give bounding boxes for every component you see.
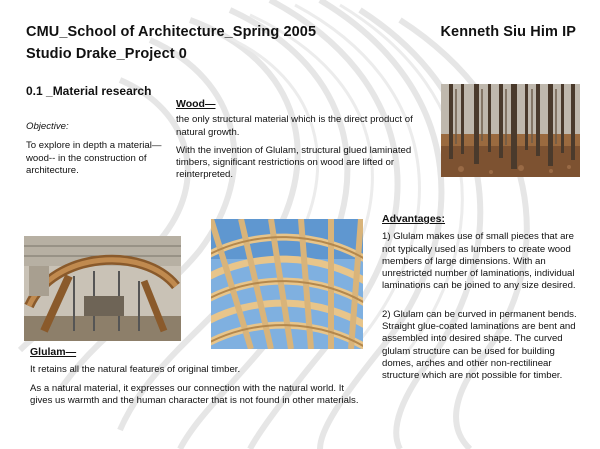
objective-block (26, 121, 172, 177)
glulam-block (30, 346, 360, 407)
glulam-heading: Glulam— (30, 346, 77, 358)
glulam-paragraph-1: It retains all the natural features of original timber. (30, 364, 241, 376)
header-title-left: CMU_School of Architecture_Spring 2005 (26, 24, 317, 40)
objective-label: Objective: (26, 121, 69, 132)
wood-heading: Wood— (176, 98, 216, 110)
wood-paragraph-2: With the invention of Glulam, structural glued laminated timbers, significant restrictions on wood are lifted or reinterpreted. (176, 144, 412, 181)
advantages-heading: Advantages: (382, 213, 446, 225)
wood-paragraph-1: the only structural material which is the direct product of natural growth. (176, 114, 413, 138)
advantages-paragraph-2: 2) Glulam can be curved in permanent bends. Straight glue-coated laminations are bent and assembled into desired shape. The curved glulam structure can be used for building domes, arches and other non-rectilinear structure which are not possible for timber. (382, 308, 577, 382)
objective-text: To explore in depth a material—wood-- in the construction of architecture. (26, 140, 162, 176)
advantages-block (382, 213, 580, 383)
forest-photo (441, 84, 580, 177)
section-title: 0.1 _Material research (26, 84, 152, 98)
glulam-paragraph-2: As a natural material, it expresses our connection with the natural world. It gives us warmth and the human character that is not found in other materials. (30, 382, 359, 406)
glulam-roof-photo (211, 219, 363, 349)
header-subtitle: Studio Drake_Project 0 (26, 46, 187, 62)
header-title-right: Kenneth Siu Him IP (440, 24, 576, 40)
wood-block (176, 98, 426, 182)
glulam-workshop-photo (24, 236, 181, 341)
advantages-paragraph-1: 1) Glulam makes use of small pieces that are not typically used as lumbers to create wood members of large dimensions. With an unrestricted number of laminations, individual laminations can be joined to any size desired. (382, 231, 576, 292)
